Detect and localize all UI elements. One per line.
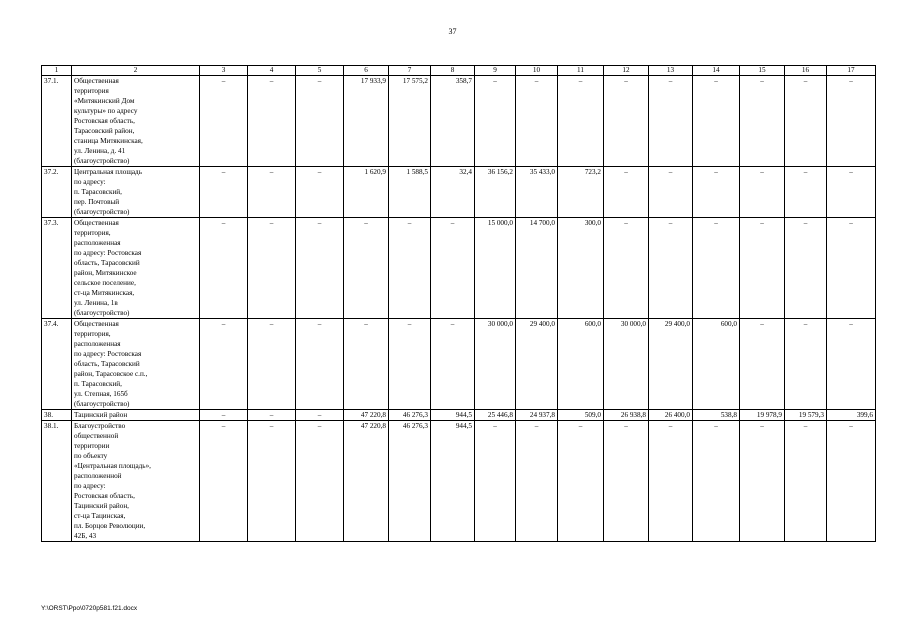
value-cell: 19 579,3 bbox=[785, 410, 827, 421]
column-header: 6 bbox=[344, 66, 389, 76]
value-cell: – bbox=[785, 218, 827, 319]
value-cell: – bbox=[604, 167, 649, 218]
column-header: 3 bbox=[200, 66, 248, 76]
row-description-cell: Общественная территория, расположенная по адресу: Ростовская область, Тарасовский район, Тарасовское с.п., п. Тарасовский, ул. Степная, 165б (благоустройство) bbox=[72, 319, 200, 410]
value-cell: – bbox=[296, 76, 344, 167]
column-header: 16 bbox=[785, 66, 827, 76]
value-cell: – bbox=[693, 218, 740, 319]
value-cell: – bbox=[740, 218, 785, 319]
value-cell: 17 933,9 bbox=[344, 76, 389, 167]
value-cell: – bbox=[431, 218, 475, 319]
value-cell: – bbox=[296, 218, 344, 319]
value-cell: 30 000,0 bbox=[475, 319, 516, 410]
value-cell: 509,0 bbox=[558, 410, 604, 421]
column-header: 4 bbox=[248, 66, 296, 76]
column-header: 8 bbox=[431, 66, 475, 76]
value-cell: – bbox=[344, 319, 389, 410]
value-cell: – bbox=[649, 76, 693, 167]
value-cell: 538,8 bbox=[693, 410, 740, 421]
value-cell: – bbox=[785, 167, 827, 218]
value-cell: – bbox=[740, 167, 785, 218]
value-cell: 36 156,2 bbox=[475, 167, 516, 218]
value-cell: – bbox=[827, 421, 876, 542]
column-header: 15 bbox=[740, 66, 785, 76]
value-cell: – bbox=[389, 218, 431, 319]
page-number: 37 bbox=[448, 27, 457, 36]
row-number-cell: 38.1. bbox=[42, 421, 72, 542]
value-cell: 25 446,8 bbox=[475, 410, 516, 421]
column-header: 5 bbox=[296, 66, 344, 76]
column-header: 9 bbox=[475, 66, 516, 76]
value-cell: 15 000,0 bbox=[475, 218, 516, 319]
value-cell: 14 700,0 bbox=[516, 218, 558, 319]
column-header: 2 bbox=[72, 66, 200, 76]
value-cell: – bbox=[649, 218, 693, 319]
table-row bbox=[42, 410, 876, 421]
value-cell: 19 978,9 bbox=[740, 410, 785, 421]
value-cell: – bbox=[296, 167, 344, 218]
column-header: 1 bbox=[42, 66, 72, 76]
table-row bbox=[42, 167, 876, 218]
value-cell: – bbox=[200, 218, 248, 319]
value-cell: – bbox=[200, 319, 248, 410]
value-cell: – bbox=[558, 76, 604, 167]
value-cell: – bbox=[693, 76, 740, 167]
value-cell: – bbox=[827, 319, 876, 410]
value-cell: – bbox=[604, 421, 649, 542]
value-cell: – bbox=[693, 167, 740, 218]
value-cell: – bbox=[604, 218, 649, 319]
row-description-cell: Общественная территория, расположенная по адресу: Ростовская область, Тарасовский район, Митякинское сельское поселение, ст-ца Митякинская, ул. Ленина, 1в (благоустройство) bbox=[72, 218, 200, 319]
table-row bbox=[42, 421, 876, 542]
value-cell: – bbox=[693, 421, 740, 542]
value-cell: – bbox=[296, 410, 344, 421]
row-number-cell: 37.3. bbox=[42, 218, 72, 319]
row-number-cell: 37.4. bbox=[42, 319, 72, 410]
value-cell: – bbox=[785, 76, 827, 167]
value-cell: – bbox=[200, 410, 248, 421]
table-row bbox=[42, 319, 876, 410]
row-number-cell: 37.2. bbox=[42, 167, 72, 218]
value-cell: 29 400,0 bbox=[516, 319, 558, 410]
value-cell: 47 220,8 bbox=[344, 421, 389, 542]
value-cell: 30 000,0 bbox=[604, 319, 649, 410]
value-cell: – bbox=[248, 410, 296, 421]
value-cell: 46 276,3 bbox=[389, 421, 431, 542]
value-cell: – bbox=[475, 76, 516, 167]
value-cell: – bbox=[516, 421, 558, 542]
value-cell: – bbox=[516, 76, 558, 167]
value-cell: – bbox=[649, 167, 693, 218]
column-header: 11 bbox=[558, 66, 604, 76]
value-cell: – bbox=[296, 421, 344, 542]
value-cell: 29 400,0 bbox=[649, 319, 693, 410]
value-cell: – bbox=[604, 76, 649, 167]
column-header: 17 bbox=[827, 66, 876, 76]
row-description-cell: Благоустройство общественной территории по объекту «Центральная площадь», расположенной по адресу: Ростовская область, Тацинский район, ст-ца Тацинская, пл. Борцов Революции, 42Б, 43 bbox=[72, 421, 200, 542]
value-cell: 1 588,5 bbox=[389, 167, 431, 218]
value-cell: – bbox=[248, 421, 296, 542]
value-cell: – bbox=[248, 218, 296, 319]
value-cell: – bbox=[785, 319, 827, 410]
value-cell: – bbox=[431, 319, 475, 410]
value-cell: 300,0 bbox=[558, 218, 604, 319]
value-cell: – bbox=[344, 218, 389, 319]
column-header: 13 bbox=[649, 66, 693, 76]
value-cell: – bbox=[248, 167, 296, 218]
value-cell: – bbox=[200, 421, 248, 542]
value-cell: – bbox=[740, 76, 785, 167]
row-number-cell: 38. bbox=[42, 410, 72, 421]
value-cell: 17 575,2 bbox=[389, 76, 431, 167]
row-description-cell: Тацинский район bbox=[72, 410, 200, 421]
value-cell: 399,6 bbox=[827, 410, 876, 421]
value-cell: – bbox=[296, 319, 344, 410]
value-cell: 24 937,8 bbox=[516, 410, 558, 421]
table-row bbox=[42, 218, 876, 319]
value-cell: 32,4 bbox=[431, 167, 475, 218]
value-cell: – bbox=[740, 319, 785, 410]
value-cell: – bbox=[389, 319, 431, 410]
column-header: 10 bbox=[516, 66, 558, 76]
value-cell: – bbox=[248, 319, 296, 410]
value-cell: – bbox=[827, 76, 876, 167]
value-cell: 26 400,0 bbox=[649, 410, 693, 421]
value-cell: – bbox=[785, 421, 827, 542]
value-cell: – bbox=[649, 421, 693, 542]
footer-file-path: Y:\ORST\Ppo\0720p581.f21.docx bbox=[41, 605, 138, 612]
value-cell: 944,5 bbox=[431, 410, 475, 421]
value-cell: – bbox=[248, 76, 296, 167]
value-cell: 35 433,0 bbox=[516, 167, 558, 218]
table-row bbox=[42, 76, 876, 167]
value-cell: – bbox=[200, 76, 248, 167]
value-cell: – bbox=[475, 421, 516, 542]
value-cell: – bbox=[200, 167, 248, 218]
value-cell: 47 220,8 bbox=[344, 410, 389, 421]
value-cell: 723,2 bbox=[558, 167, 604, 218]
value-cell: – bbox=[827, 218, 876, 319]
column-header: 14 bbox=[693, 66, 740, 76]
value-cell: 600,0 bbox=[558, 319, 604, 410]
value-cell: – bbox=[558, 421, 604, 542]
row-description-cell: Общественная территория «Митякинский Дом культуры» по адресу Ростовская область, Тарасовский район, станица Митякинская, ул. Ленина, д. 41 (благоустройство) bbox=[72, 76, 200, 167]
value-cell: 46 276,3 bbox=[389, 410, 431, 421]
value-cell: 358,7 bbox=[431, 76, 475, 167]
column-header: 12 bbox=[604, 66, 649, 76]
header-row bbox=[42, 66, 876, 76]
row-description-cell: Центральная площадь по адресу: п. Тарасовский, пер. Почтовый (благоустройство) bbox=[72, 167, 200, 218]
budget-table bbox=[41, 65, 876, 542]
row-number-cell: 37.1. bbox=[42, 76, 72, 167]
value-cell: – bbox=[827, 167, 876, 218]
value-cell: 600,0 bbox=[693, 319, 740, 410]
value-cell: 1 620,9 bbox=[344, 167, 389, 218]
value-cell: 944,5 bbox=[431, 421, 475, 542]
column-header: 7 bbox=[389, 66, 431, 76]
value-cell: – bbox=[740, 421, 785, 542]
value-cell: 26 938,8 bbox=[604, 410, 649, 421]
